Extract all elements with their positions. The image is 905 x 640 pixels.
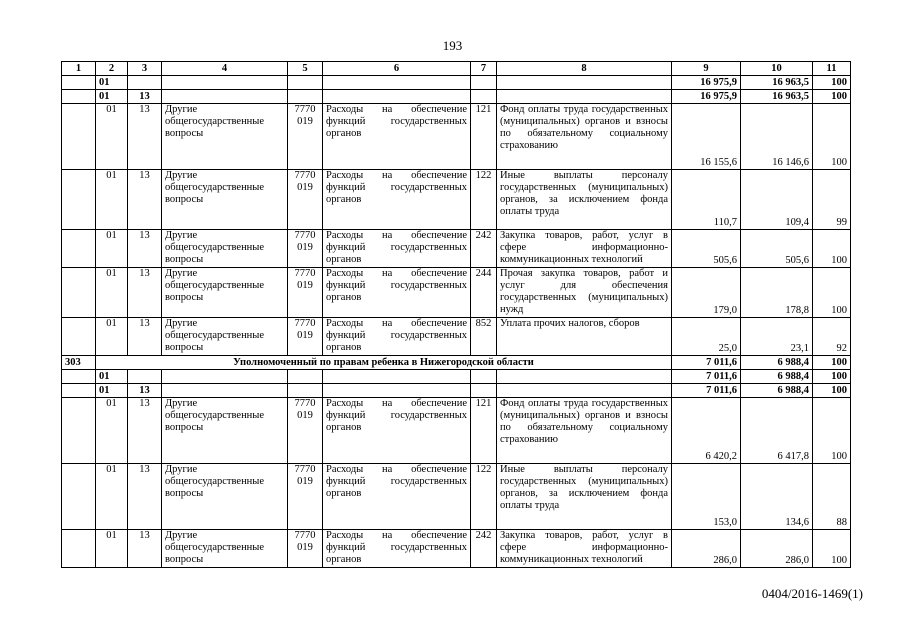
- cell-empty: [323, 90, 471, 104]
- table-row: [62, 464, 851, 530]
- cell-section-name: Другие общегосударственные вопросы: [162, 398, 288, 464]
- cell-empty: [62, 464, 96, 530]
- cell-org-code: [62, 76, 96, 90]
- header-cell: 4: [162, 62, 288, 76]
- cell-executed: 178,8: [741, 268, 813, 318]
- table-row: [62, 268, 851, 318]
- cell-planned: 6 420,2: [672, 398, 741, 464]
- subtotal-row: [62, 76, 851, 90]
- cell-planned: 16 975,9: [672, 76, 741, 90]
- header-cell: 1: [62, 62, 96, 76]
- cell-subsection: 13: [128, 318, 162, 356]
- table-row: [62, 170, 851, 230]
- cell-section: 01: [96, 170, 128, 230]
- cell-section: 01: [96, 104, 128, 170]
- cell-percent: 100: [813, 104, 851, 170]
- cell-empty: [62, 170, 96, 230]
- cell-empty: [471, 90, 497, 104]
- cell-empty: [162, 370, 288, 384]
- cell-section-name: Другие общегосударственные вопросы: [162, 530, 288, 568]
- cell-empty: [62, 268, 96, 318]
- cell-section: 01: [96, 464, 128, 530]
- cell-executed: 6 988,4: [741, 356, 813, 370]
- table-header-row: [62, 62, 851, 76]
- cell-empty: [497, 76, 672, 90]
- header-cell: 8: [497, 62, 672, 76]
- cell-expense-type: 121: [471, 398, 497, 464]
- organization-row: [62, 356, 851, 370]
- cell-percent: 100: [813, 384, 851, 398]
- cell-section: 01: [96, 384, 128, 398]
- cell-empty: [162, 90, 288, 104]
- cell-org-code: 303: [62, 356, 96, 370]
- cell-percent: 100: [813, 398, 851, 464]
- cell-target-name: Расходы на обеспечение функций государственных органов: [323, 318, 471, 356]
- cell-empty: [62, 318, 96, 356]
- cell-executed: 6 988,4: [741, 384, 813, 398]
- cell-empty: [62, 530, 96, 568]
- subtotal-row: [62, 90, 851, 104]
- cell-subsection: 13: [128, 230, 162, 268]
- header-cell: 7: [471, 62, 497, 76]
- cell-planned: 25,0: [672, 318, 741, 356]
- cell-empty: [288, 384, 323, 398]
- cell-subsection: 13: [128, 530, 162, 568]
- cell-target-article: 7770 019: [288, 530, 323, 568]
- cell-subsection: 13: [128, 90, 162, 104]
- cell-target-article: 7770 019: [288, 268, 323, 318]
- cell-expense-type: 244: [471, 268, 497, 318]
- cell-executed: 505,6: [741, 230, 813, 268]
- cell-section: 01: [96, 90, 128, 104]
- cell-target-article: 7770 019: [288, 170, 323, 230]
- cell-section: 01: [96, 530, 128, 568]
- cell-planned: 110,7: [672, 170, 741, 230]
- cell-expense-name: Уплата прочих налогов, сборов: [497, 318, 672, 356]
- cell-subsection: 13: [128, 268, 162, 318]
- cell-percent: 100: [813, 76, 851, 90]
- cell-subsection: 13: [128, 384, 162, 398]
- cell-expense-name: Закупка товаров, работ, услуг в сфере информационно-коммуникационных технологий: [497, 530, 672, 568]
- cell-subsection: 13: [128, 398, 162, 464]
- cell-planned: 153,0: [672, 464, 741, 530]
- cell-percent: 92: [813, 318, 851, 356]
- cell-section: 01: [96, 318, 128, 356]
- header-cell: 9: [672, 62, 741, 76]
- cell-org-code: [62, 384, 96, 398]
- cell-expense-type: 122: [471, 464, 497, 530]
- cell-planned: 16 155,6: [672, 104, 741, 170]
- page-number: 193: [442, 38, 463, 53]
- cell-empty: [323, 370, 471, 384]
- cell-empty: [162, 384, 288, 398]
- cell-empty: [162, 76, 288, 90]
- cell-empty: [62, 104, 96, 170]
- cell-section: 01: [96, 76, 128, 90]
- cell-percent: 100: [813, 530, 851, 568]
- cell-expense-type: 122: [471, 170, 497, 230]
- cell-target-article: 7770 019: [288, 398, 323, 464]
- cell-empty: [323, 384, 471, 398]
- table-row: [62, 530, 851, 568]
- cell-expense-name: Иные выплаты персоналу государственных (муниципальных) органов, за исключением фонда оплаты труда: [497, 170, 672, 230]
- header-cell: 11: [813, 62, 851, 76]
- table-row: [62, 398, 851, 464]
- cell-section: 01: [96, 370, 128, 384]
- cell-section-name: Другие общегосударственные вопросы: [162, 464, 288, 530]
- cell-empty: [288, 370, 323, 384]
- cell-executed: 6 417,8: [741, 398, 813, 464]
- document-code: 0404/2016-1469(1): [761, 586, 863, 601]
- subtotal-row: [62, 370, 851, 384]
- cell-executed: 109,4: [741, 170, 813, 230]
- cell-subsection: 13: [128, 104, 162, 170]
- cell-target-name: Расходы на обеспечение функций государственных органов: [323, 398, 471, 464]
- cell-target-name: Расходы на обеспечение функций государственных органов: [323, 530, 471, 568]
- budget-table: [61, 61, 851, 568]
- table-row: [62, 104, 851, 170]
- cell-section-name: Другие общегосударственные вопросы: [162, 318, 288, 356]
- cell-section: 01: [96, 230, 128, 268]
- cell-expense-type: 242: [471, 230, 497, 268]
- cell-section: 01: [96, 398, 128, 464]
- cell-planned: 7 011,6: [672, 370, 741, 384]
- cell-target-article: 7770 019: [288, 230, 323, 268]
- cell-target-name: Расходы на обеспечение функций государственных органов: [323, 104, 471, 170]
- cell-target-article: 7770 019: [288, 318, 323, 356]
- cell-planned: 286,0: [672, 530, 741, 568]
- cell-percent: 100: [813, 268, 851, 318]
- header-cell: 3: [128, 62, 162, 76]
- header-cell: 5: [288, 62, 323, 76]
- cell-target-name: Расходы на обеспечение функций государственных органов: [323, 268, 471, 318]
- cell-planned: 16 975,9: [672, 90, 741, 104]
- cell-percent: 88: [813, 464, 851, 530]
- cell-section: 01: [96, 268, 128, 318]
- cell-executed: 286,0: [741, 530, 813, 568]
- cell-percent: 100: [813, 230, 851, 268]
- cell-planned: 7 011,6: [672, 356, 741, 370]
- cell-section-name: Другие общегосударственные вопросы: [162, 104, 288, 170]
- cell-subsection: 13: [128, 464, 162, 530]
- cell-empty: [471, 370, 497, 384]
- cell-target-name: Расходы на обеспечение функций государственных органов: [323, 170, 471, 230]
- header-cell: 10: [741, 62, 813, 76]
- cell-subsection: 13: [128, 170, 162, 230]
- cell-target-name: Расходы на обеспечение функций государственных органов: [323, 464, 471, 530]
- cell-empty: [323, 76, 471, 90]
- cell-percent: 100: [813, 90, 851, 104]
- cell-empty: [288, 76, 323, 90]
- cell-expense-name: Иные выплаты персоналу государственных (муниципальных) органов, за исключением фонда оплаты труда: [497, 464, 672, 530]
- cell-target-article: 7770 019: [288, 464, 323, 530]
- cell-org-code: [62, 90, 96, 104]
- cell-percent: 100: [813, 356, 851, 370]
- cell-empty: [471, 384, 497, 398]
- cell-expense-type: 242: [471, 530, 497, 568]
- cell-executed: 23,1: [741, 318, 813, 356]
- header-cell: 2: [96, 62, 128, 76]
- cell-expense-name: Фонд оплаты труда государственных (муниципальных) органов и взносы по обязательному социальному страхованию: [497, 104, 672, 170]
- cell-empty: [62, 230, 96, 268]
- cell-expense-name: Закупка товаров, работ, услуг в сфере информационно-коммуникационных технологий: [497, 230, 672, 268]
- table-row: [62, 230, 851, 268]
- cell-empty: [471, 76, 497, 90]
- cell-empty: [62, 398, 96, 464]
- cell-executed: 6 988,4: [741, 370, 813, 384]
- cell-percent: 99: [813, 170, 851, 230]
- cell-percent: 100: [813, 370, 851, 384]
- cell-expense-name: Прочая закупка товаров, работ и услуг для обеспечения государственных (муниципальных) нужд: [497, 268, 672, 318]
- subtotal-row: [62, 384, 851, 398]
- cell-expense-type: 121: [471, 104, 497, 170]
- cell-empty: [497, 90, 672, 104]
- cell-section-name: Другие общегосударственные вопросы: [162, 170, 288, 230]
- table-row: [62, 318, 851, 356]
- cell-planned: 179,0: [672, 268, 741, 318]
- cell-executed: 16 146,6: [741, 104, 813, 170]
- cell-empty: [497, 370, 672, 384]
- cell-executed: 134,6: [741, 464, 813, 530]
- cell-expense-type: 852: [471, 318, 497, 356]
- cell-target-name: Расходы на обеспечение функций государственных органов: [323, 230, 471, 268]
- organization-title: Уполномоченный по правам ребенка в Нижегородской области: [96, 356, 672, 370]
- cell-org-code: [62, 370, 96, 384]
- cell-section-name: Другие общегосударственные вопросы: [162, 268, 288, 318]
- cell-subsection: [128, 76, 162, 90]
- cell-planned: 7 011,6: [672, 384, 741, 398]
- cell-target-article: 7770 019: [288, 104, 323, 170]
- cell-section-name: Другие общегосударственные вопросы: [162, 230, 288, 268]
- cell-executed: 16 963,5: [741, 76, 813, 90]
- cell-planned: 505,6: [672, 230, 741, 268]
- cell-empty: [497, 384, 672, 398]
- header-cell: 6: [323, 62, 471, 76]
- cell-empty: [288, 90, 323, 104]
- cell-expense-name: Фонд оплаты труда государственных (муниципальных) органов и взносы по обязательному социальному страхованию: [497, 398, 672, 464]
- cell-subsection: [128, 370, 162, 384]
- cell-executed: 16 963,5: [741, 90, 813, 104]
